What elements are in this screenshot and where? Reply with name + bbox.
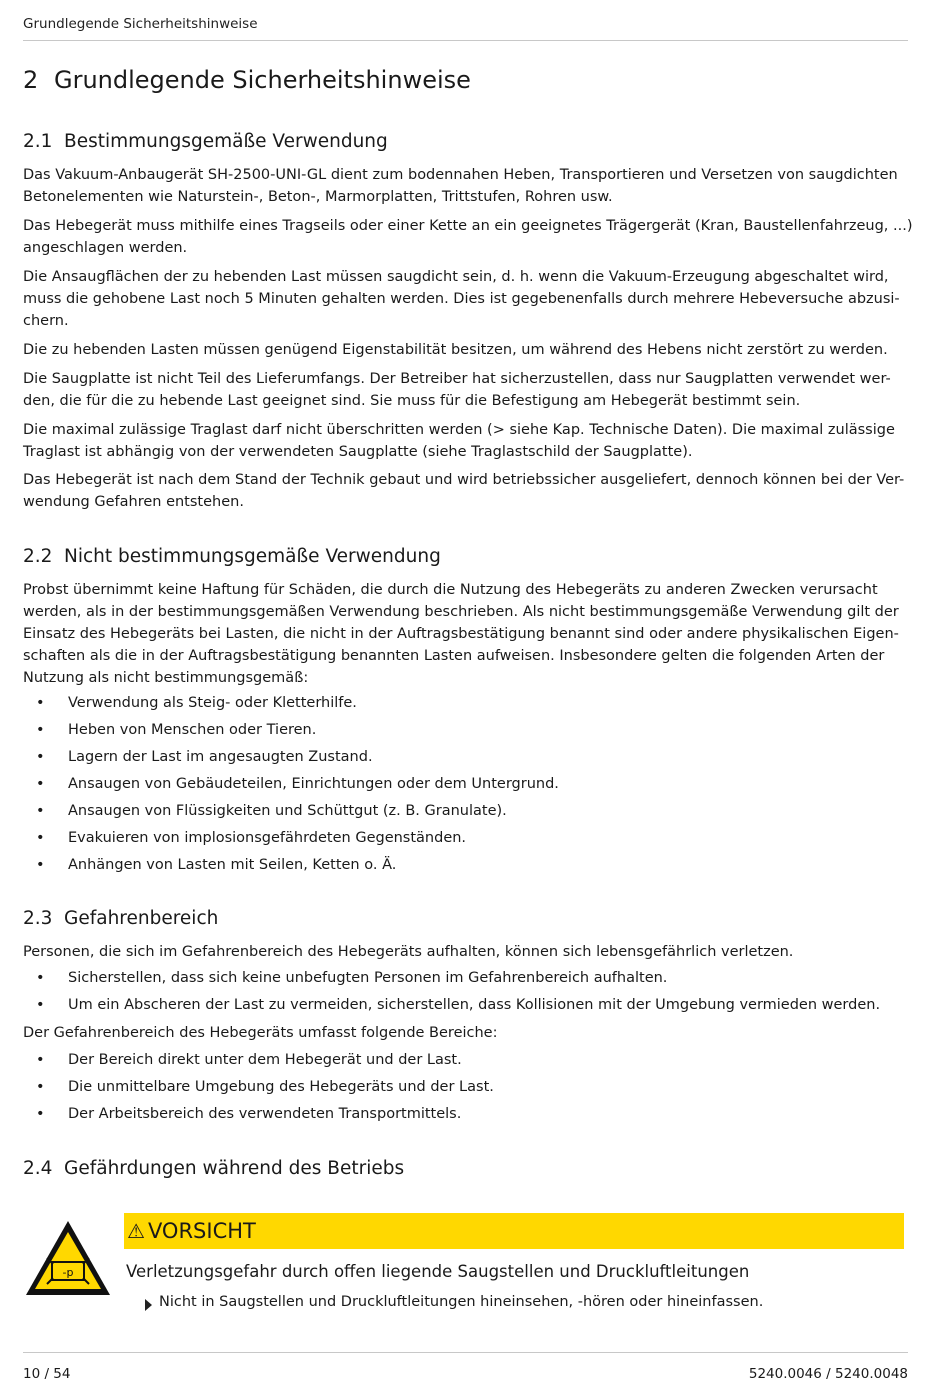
page-number: 10 / 54 [23, 1366, 71, 1382]
list-item: • Um ein Abscheren der Last zu vermeiden, sicherstellen, dass Kollisionen mit der Umgebung vermieden werden. [23, 994, 908, 1021]
bullet-list [23, 692, 908, 881]
section-heading-2-1 [23, 131, 388, 152]
section-title: Nicht bestimmungsgemäße Verwendung [64, 546, 441, 567]
text-line: Personen, die sich im Gefahrenbereich des Hebegeräts aufhalten, können sich lebensgefährlich verletzen. [23, 944, 794, 960]
text-line: muss die gehobene Last noch 5 Minuten gehalten werden. Dies ist gegebenenfalls durch mehrere Hebeversuche abzusi- [23, 291, 900, 307]
running-header: Grundlegende Sicherheitshinweise [23, 16, 258, 32]
paragraph [23, 941, 908, 963]
list-item: • Heben von Menschen oder Tieren. [23, 719, 908, 746]
action-arrow-icon [145, 1299, 152, 1311]
header-rule [23, 40, 908, 41]
text-line: schaften als die in der Auftragsbestätigung benannten Lasten aufweisen. Insbesondere gelten die folgenden Arten der [23, 648, 885, 664]
text-line: angeschlagen werden. [23, 240, 188, 256]
section-number: 2.2 [23, 546, 53, 567]
text-line: Betonelementen wie Naturstein-, Beton-, Marmorplatten, Trittstufen, Rohren usw. [23, 189, 613, 205]
text-line: Die Ansaugflächen der zu hebenden Last müssen saugdicht sein, d. h. wenn die Vakuum-Erzeugung abgeschaltet wird, [23, 269, 889, 285]
paragraph [23, 339, 908, 361]
text-line: Das Vakuum-Anbaugerät SH-2500-UNI-GL dient zum bodennahen Heben, Transportieren und Versetzen von saugdichten [23, 167, 898, 183]
footer-rule [23, 1352, 908, 1353]
section-number: 2.1 [23, 131, 53, 152]
list-item: • Ansaugen von Gebäudeteilen, Einrichtungen oder dem Untergrund. [23, 773, 908, 800]
text-line: Die zu hebenden Lasten müssen genügend Eigenstabilität besitzen, um während des Hebens nicht zerstört zu werden. [23, 342, 888, 358]
list-item: • Lagern der Last im angesaugten Zustand. [23, 746, 908, 773]
list-item: • Evakuieren von implosionsgefährdeten Gegenständen. [23, 827, 908, 854]
paragraph [23, 368, 908, 412]
chapter-title: Grundlegende Sicherheitshinweise [54, 66, 471, 94]
section-number: 2.3 [23, 908, 53, 929]
signal-word: VORSICHT [147, 1219, 256, 1243]
bullet-list [23, 1049, 908, 1130]
paragraph [23, 469, 908, 513]
text-line: Die Saugplatte ist nicht Teil des Lieferumfangs. Der Betreiber hat sicherzustellen, dass nur Saugplatten verwendet wer- [23, 371, 891, 387]
document-numbers: 5240.0046 / 5240.0048 [748, 1366, 908, 1382]
text-line: wendung Gefahren entstehen. [23, 494, 244, 510]
text-line: werden, als in der bestimmungsgemäßen Verwendung beschrieben. Als nicht bestimmungsgemäße Verwendung gilt der [23, 604, 899, 620]
signal-word-bar [124, 1213, 904, 1249]
warning-action-text: Nicht in Saugstellen und Druckluftleitungen hineinsehen, -hören oder hineinfassen. [159, 1294, 764, 1310]
section-title: Gefahrenbereich [64, 908, 219, 929]
paragraph [23, 579, 908, 689]
list-item: • Sicherstellen, dass sich keine unbefugten Personen im Gefahrenbereich aufhalten. [23, 967, 908, 994]
text-line: Einsatz des Hebegeräts bei Lasten, die nicht in der Auftragsbestätigung benannt sind oder andere physikalischen Eigen- [23, 626, 899, 642]
list-item: • Ansaugen von Flüssigkeiten und Schüttgut (z. B. Granulate). [23, 800, 908, 827]
text-line: Traglast ist abhängig von der verwendeten Saugplatte (siehe Traglastschild der Saugplatte). [23, 444, 693, 460]
text-line: Das Hebegerät muss mithilfe eines Tragseils oder einer Kette an ein geeignetes Trägergerät (Kran, Baustellenfahrzeug, ...) [23, 218, 913, 234]
list-item: • Der Bereich direkt unter dem Hebegerät und der Last. [23, 1049, 908, 1076]
text-line: chern. [23, 313, 69, 329]
chapter-heading [23, 66, 471, 94]
section-title: Bestimmungsgemäße Verwendung [64, 131, 388, 152]
suction-hazard-warning-icon [23, 1218, 113, 1298]
text-line: Die maximal zulässige Traglast darf nicht überschritten werden (> siehe Kap. Technische Daten). Die maximal zulässige [23, 422, 895, 438]
document-page [23, 0, 913, 1387]
list-item: • Verwendung als Steig- oder Kletterhilfe. [23, 692, 908, 719]
text-line: Das Hebegerät ist nach dem Stand der Technik gebaut und wird betriebssicher ausgeliefert, dennoch können bei der Ver- [23, 472, 905, 488]
paragraph [23, 419, 908, 463]
section-heading-2-3 [23, 908, 218, 929]
paragraph [23, 215, 913, 259]
icon-label: -p [62, 1266, 74, 1279]
paragraph [23, 164, 908, 208]
text-line: Probst übernimmt keine Haftung für Schäden, die durch die Nutzung des Hebegeräts zu anderen Zwecken verursacht [23, 582, 878, 598]
paragraph [23, 266, 908, 332]
section-heading-2-4 [23, 1158, 404, 1179]
chapter-number: 2 [23, 66, 39, 94]
list-item: • Anhängen von Lasten mit Seilen, Ketten o. Ä. [23, 854, 908, 881]
bullet-list [23, 967, 908, 1021]
section-number: 2.4 [23, 1158, 53, 1179]
warning-action [145, 1294, 763, 1310]
text-line: den, die für die zu hebende Last geeignet sind. Sie muss für die Befestigung am Hebegerät bestimmt sein. [23, 393, 801, 409]
list-item: • Die unmittelbare Umgebung des Hebegeräts und der Last. [23, 1076, 908, 1103]
text-line: Nutzung als nicht bestimmungsgemäß: [23, 670, 309, 686]
warning-title: Verletzungsgefahr durch offen liegende Saugstellen und Druckluftleitungen [126, 1262, 750, 1281]
list-item: • Der Arbeitsbereich des verwendeten Transportmittels. [23, 1103, 908, 1130]
section-heading-2-2 [23, 546, 441, 567]
warning-triangle-icon: ⚠ [127, 1219, 145, 1243]
paragraph [23, 1022, 908, 1044]
section-title: Gefährdungen während des Betriebs [64, 1158, 405, 1179]
text-line: Der Gefahrenbereich des Hebegeräts umfasst folgende Bereiche: [23, 1025, 498, 1041]
